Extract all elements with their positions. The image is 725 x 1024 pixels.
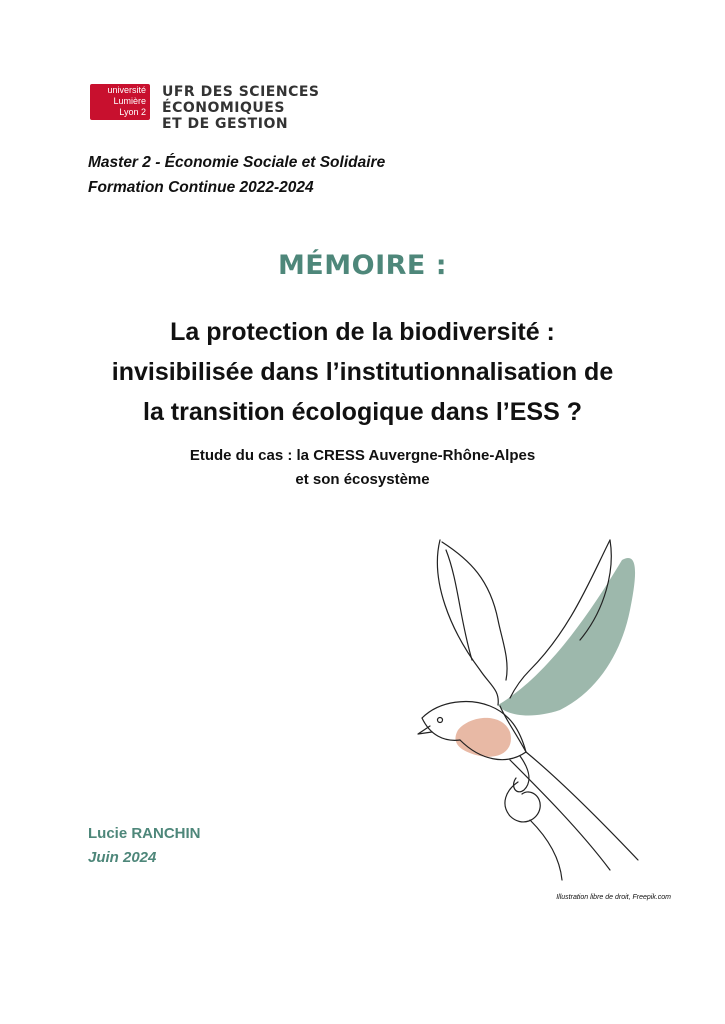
author-block: [88, 822, 201, 870]
title-line-3: la transition écologique dans l’ESS ?: [143, 398, 582, 426]
university-badge: [90, 84, 150, 120]
title-line-2: invisibilisée dans l’institutionnalisation de: [111, 358, 614, 386]
program-info: [88, 150, 385, 200]
thesis-title: [60, 312, 665, 432]
publication-date: Juin 2024: [88, 849, 157, 866]
illustration-credit: Illustration libre de droit, Freepik.com: [556, 894, 671, 901]
author-name: Lucie RANCHIN: [88, 825, 201, 842]
faculty-line-3: ET DE GESTION: [162, 116, 289, 132]
faculty-line-2: ÉCONOMIQUES: [162, 100, 285, 116]
program-degree: Master 2 - Économie Sociale et Solidaire: [88, 154, 386, 171]
badge-line-2: Lumière: [113, 96, 146, 106]
badge-line-1: université: [107, 85, 146, 95]
pink-accent-shape: [455, 718, 510, 757]
program-years: Formation Continue 2022-2024: [88, 179, 314, 196]
university-logo: [90, 84, 320, 130]
document-type-heading: MÉMOIRE :: [277, 250, 448, 281]
faculty-name: [162, 84, 320, 132]
bird-line-drawing-icon: [410, 520, 670, 890]
subtitle-line-1: Etude du cas : la CRESS Auvergne-Rhône-Alpes: [189, 447, 536, 464]
thesis-subtitle: [60, 444, 665, 492]
subtitle-line-2: et son écosystème: [295, 471, 430, 488]
green-accent-shape: [498, 558, 635, 715]
title-line-1: La protection de la biodiversité :: [170, 318, 555, 346]
faculty-line-1: UFR DES SCIENCES: [162, 84, 320, 100]
badge-line-3: Lyon 2: [119, 107, 146, 117]
